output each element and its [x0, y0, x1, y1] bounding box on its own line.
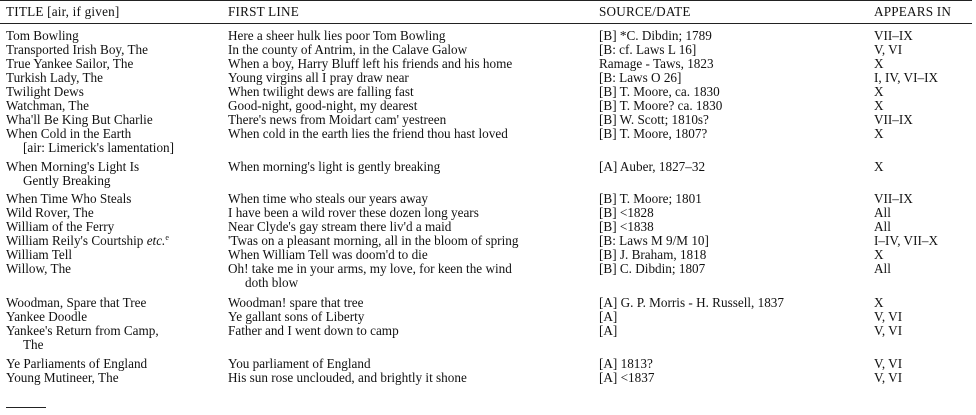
row-first-line: You parliament of England — [228, 356, 371, 371]
row-appears: X — [874, 126, 884, 141]
row-appears: All — [874, 205, 891, 220]
row-first-line: Good-night, good-night, my dearest — [228, 98, 418, 113]
row-source: [B] <1838 — [599, 219, 654, 234]
row-title: When Time Who Steals — [6, 191, 132, 206]
row-first-line: When morning's light is gently breaking — [228, 159, 441, 174]
row-appears: X — [874, 159, 884, 174]
row-appears: VII–IX — [874, 191, 913, 206]
row-source: [B] T. Moore, 1807? — [599, 126, 708, 141]
header-title: TITLE [air, if given] — [6, 4, 120, 19]
row-first-line: I have been a wild rover these dozen long years — [228, 205, 479, 220]
row-title: Young Mutineer, The — [6, 370, 119, 385]
row-title-continued: The — [23, 337, 44, 352]
row-first-line: When time who steals our years away — [228, 191, 428, 206]
row-appears: All — [874, 261, 891, 276]
row-first-line: Woodman! spare that tree — [228, 295, 364, 310]
row-source: [B: Laws M 9/M 10] — [599, 233, 709, 248]
row-first-line: Near Clyde's gay stream there liv'd a maid — [228, 219, 452, 234]
row-source: [A] 1813? — [599, 356, 653, 371]
row-title: When Cold in the Earth — [6, 126, 132, 141]
row-appears: V, VI — [874, 370, 903, 385]
row-source: [A] — [599, 323, 618, 338]
row-appears: All — [874, 219, 891, 234]
row-title-continued: Gently Breaking — [23, 173, 111, 188]
row-source: [B] J. Braham, 1818 — [599, 247, 707, 262]
row-title: Ye Parliaments of England — [6, 356, 148, 371]
footnote-rule — [6, 407, 46, 408]
row-title-air: [air: Limerick's lamentation] — [23, 140, 175, 155]
row-title — [6, 234, 169, 248]
row-first-line: In the county of Antrim, in the Calave Galow — [228, 42, 468, 57]
row-appears: V, VI — [874, 42, 903, 57]
row-appears: X — [874, 247, 884, 262]
header-first-line: FIRST LINE — [228, 4, 299, 19]
row-title: Wild Rover, The — [6, 205, 94, 220]
row-appears: V, VI — [874, 309, 903, 324]
row-appears: VII–IX — [874, 112, 913, 127]
row-title: Yankee Doodle — [6, 309, 88, 324]
row-title: Transported Irish Boy, The — [6, 42, 149, 57]
row-source: [A] — [599, 309, 618, 324]
row-source: [B] T. Moore, ca. 1830 — [599, 84, 720, 99]
row-source: [B: cf. Laws L 16] — [599, 42, 697, 57]
row-source: [B] T. Moore? ca. 1830 — [599, 98, 723, 113]
row-appears: X — [874, 98, 884, 113]
row-title: True Yankee Sailor, The — [6, 56, 134, 71]
row-appears: X — [874, 295, 884, 310]
row-first-line: There's news from Moidart cam' yestreen — [228, 112, 447, 127]
row-appears: I, IV, VI–IX — [874, 70, 938, 85]
row-first-line: Ye gallant sons of Liberty — [228, 309, 365, 324]
row-title: Turkish Lady, The — [6, 70, 103, 85]
row-source: [A] G. P. Morris - H. Russell, 1837 — [599, 295, 784, 310]
row-title: Tom Bowling — [6, 28, 79, 43]
row-first-line: When a boy, Harry Bluff left his friends and his home — [228, 56, 513, 71]
row-first-line: His sun rose unclouded, and brightly it shone — [228, 370, 467, 385]
row-appears: VII–IX — [874, 28, 913, 43]
row-source: [B] W. Scott; 1810s? — [599, 112, 709, 127]
row-title-etc: etc. — [146, 233, 166, 248]
table-header — [0, 0, 972, 24]
row-source: [B: Laws O 26] — [599, 70, 682, 85]
row-first-line: Here a sheer hulk lies poor Tom Bowling — [228, 28, 446, 43]
row-source: [B] C. Dibdin; 1807 — [599, 261, 706, 276]
row-appears: X — [874, 84, 884, 99]
row-first-line: When William Tell was doom'd to die — [228, 247, 428, 262]
row-title: Yankee's Return from Camp, — [6, 323, 159, 338]
header-appears-in: APPEARS IN — [874, 4, 952, 19]
row-source: [B] <1828 — [599, 205, 654, 220]
row-source: [A] <1837 — [599, 370, 655, 385]
row-first-line: Oh! take me in your arms, my love, for keen the wind — [228, 261, 512, 276]
row-source: [B] *C. Dibdin; 1789 — [599, 28, 712, 43]
row-title: Watchman, The — [6, 98, 89, 113]
row-title: Willow, The — [6, 261, 72, 276]
row-appears: V, VI — [874, 356, 903, 371]
row-title: William Tell — [6, 247, 73, 262]
footnote-marker: e — [165, 233, 169, 242]
row-first-line: 'Twas on a pleasant morning, all in the bloom of spring — [228, 233, 519, 248]
row-first-line: When cold in the earth lies the friend thou hast loved — [228, 126, 508, 141]
row-title: William of the Ferry — [6, 219, 115, 234]
row-source: [A] Auber, 1827–32 — [599, 159, 706, 174]
row-title-text: William Reily's Courtship — [6, 233, 144, 248]
row-appears: X — [874, 56, 884, 71]
row-title: Woodman, Spare that Tree — [6, 295, 147, 310]
row-source: [B] T. Moore; 1801 — [599, 191, 702, 206]
row-appears: I–IV, VII–X — [874, 233, 938, 248]
row-appears: V, VI — [874, 323, 903, 338]
row-title: When Morning's Light Is — [6, 159, 140, 174]
row-first-line: When twilight dews are falling fast — [228, 84, 414, 99]
row-source: Ramage - Taws, 1823 — [599, 56, 714, 71]
row-title: Twilight Dews — [6, 84, 84, 99]
row-title: Wha'll Be King But Charlie — [6, 112, 153, 127]
row-first-line-continued: doth blow — [245, 275, 299, 290]
row-first-line: Father and I went down to camp — [228, 323, 399, 338]
header-source-date: SOURCE/DATE — [599, 4, 691, 19]
row-first-line: Young virgins all I pray draw near — [228, 70, 409, 85]
